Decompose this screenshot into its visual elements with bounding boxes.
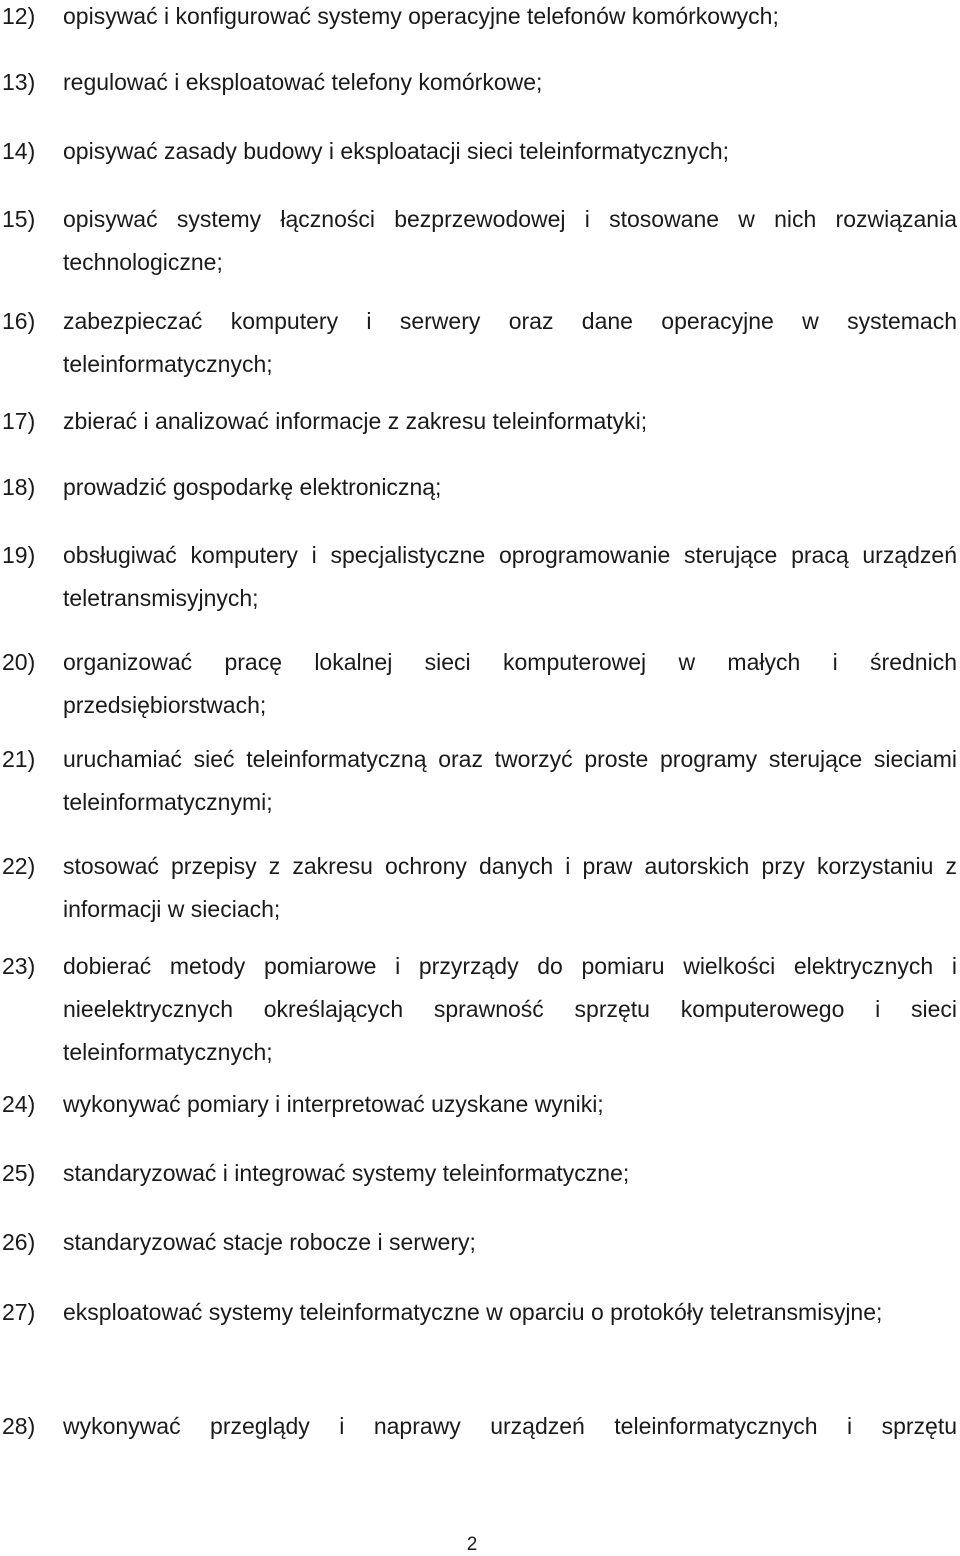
- list-item: [0, 1296, 957, 1334]
- item-number: 15): [2, 206, 36, 232]
- item-text: wykonywać pomiary i interpretować uzyskane wyniki;: [63, 1091, 604, 1117]
- list-item: [0, 850, 957, 931]
- item-text: eksploatować systemy teleinformatyczne w oparciu o protokóły teletransmisyjne;: [63, 1299, 883, 1325]
- item-text: obsługiwać komputery i specjalistyczne oprogramowanie sterujące pracą urządzeń teletransmisyjnych;: [63, 542, 957, 611]
- item-text: opisywać i konfigurować systemy operacyjne telefonów komórkowych;: [63, 3, 779, 29]
- item-text: opisywać zasady budowy i eksploatacji sieci teleinformatycznych;: [63, 138, 730, 164]
- list-item: [0, 1226, 957, 1264]
- item-number: 12): [2, 3, 36, 29]
- list-item: [0, 0, 957, 38]
- item-text: dobierać metody pomiarowe i przyrządy do pomiaru wielkości elektrycznych i nieelektrycznych określających sprawność sprzętu komputerowego i sieci teleinformatycznych;: [63, 953, 957, 1065]
- item-text: zbierać i analizować informacje z zakresu teleinformatyki;: [63, 408, 648, 434]
- item-text: uruchamiać sieć teleinformatyczną oraz tworzyć proste programy sterujące sieciami teleinformatycznymi;: [63, 746, 957, 815]
- item-number: 27): [2, 1299, 36, 1325]
- list-item: [0, 471, 957, 509]
- item-text: zabezpieczać komputery i serwery oraz dane operacyjne w systemach teleinformatycznych;: [63, 308, 957, 377]
- item-number: 24): [2, 1091, 36, 1117]
- list-item: [0, 66, 957, 104]
- list-item: [0, 135, 957, 173]
- item-text: organizować pracę lokalnej sieci komputerowej w małych i średnich przedsiębiorstwach;: [63, 649, 957, 718]
- item-text: standaryzować stacje robocze i serwery;: [63, 1229, 476, 1255]
- list-item: [0, 950, 957, 1074]
- item-text: stosować przepisy z zakresu ochrony danych i praw autorskich przy korzystaniu z informacji w sieciach;: [63, 853, 957, 922]
- item-number: 19): [2, 542, 36, 568]
- list-item: [0, 305, 957, 386]
- list-item: [0, 203, 957, 284]
- list-item: [0, 1410, 957, 1448]
- item-number: 23): [2, 953, 36, 979]
- item-number: 25): [2, 1160, 36, 1186]
- item-number: 22): [2, 853, 36, 879]
- list-item: [0, 539, 957, 620]
- item-number: 16): [2, 308, 36, 334]
- list-item: [0, 1088, 957, 1126]
- list-item: [0, 743, 957, 824]
- item-text: standaryzować i integrować systemy teleinformatyczne;: [63, 1160, 630, 1186]
- item-number: 28): [2, 1413, 36, 1439]
- item-number: 26): [2, 1229, 36, 1255]
- item-text: wykonywać przeglądy i naprawy urządzeń teleinformatycznych i sprzętu: [63, 1413, 957, 1439]
- item-text: regulować i eksploatować telefony komórkowe;: [63, 69, 543, 95]
- item-text: opisywać systemy łączności bezprzewodowej i stosowane w nich rozwiązania technologiczne;: [63, 206, 957, 275]
- list-item: [0, 405, 957, 443]
- page-number: 2: [466, 1534, 478, 1555]
- item-number: 20): [2, 649, 36, 675]
- list-item: [0, 646, 957, 727]
- item-number: 17): [2, 408, 36, 434]
- item-number: 18): [2, 474, 36, 500]
- item-number: 14): [2, 138, 36, 164]
- item-number: 13): [2, 69, 36, 95]
- item-text: prowadzić gospodarkę elektroniczną;: [63, 474, 442, 500]
- item-number: 21): [2, 746, 36, 772]
- list-item: [0, 1157, 957, 1195]
